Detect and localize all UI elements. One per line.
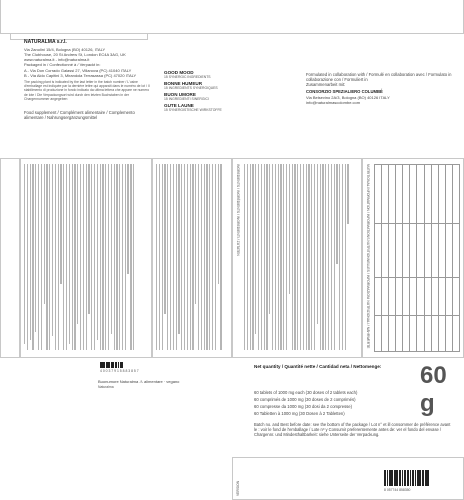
collab-web: info@naturalmascolombe.com <box>306 100 361 105</box>
code-sub: Naturalma <box>98 385 114 389</box>
back-panel-text <box>24 164 136 352</box>
net-quantity-panel <box>254 362 462 457</box>
left-side-panel <box>0 158 20 358</box>
packaged-label: Packaged in / Confectionné à / Verpackt in: <box>24 62 101 67</box>
good-mood-de: GUTE LAUNE <box>164 103 194 108</box>
best-before-note: Batch no. and Best before date: see the bottom of the package / Lot n° et ill consommer de préférence avant le : voir le fond de l'emballage / Lote nº y Consumir preferentemente antes de: ver el fondo del envase / Chargennr. und Mindesthaltbarkeit: siehe Unterseite der Verpackung. <box>254 422 451 438</box>
ean-barcode <box>384 470 430 486</box>
nutrition-table <box>374 164 460 352</box>
site-b: B - Via Aldo Capitini 3, Mirandola Terrasassa (PC) 47020 ITALY <box>24 73 137 78</box>
code-label: Buonumore Naturalma ⚠ alimentare · vegano <box>98 379 180 384</box>
collab-line-1: Formulated in collaboration with / Formulé en collaboration avec / Formulato in collaborazione con / Formuliert in <box>306 72 452 82</box>
good-mood-sub: 15 SYNERGIC INGREDIENTS <box>164 75 211 79</box>
company-name: NATURALMA s.r.l. <box>24 39 67 45</box>
collab-address: Via Belsevino 2A/3, Bologna (BO) 40126 ITALY <box>306 95 390 100</box>
barcode-number: 4 0 0 3 7 9 1 5 8 8 3 8 5 7 <box>100 369 139 373</box>
company-address-2: The Clubhouse, 20 St Andrew St, London EC4A 3AG, UK <box>24 52 126 57</box>
ingredients-text <box>244 164 350 352</box>
good-mood-it: BUON UMORE <box>164 92 196 97</box>
small-barcode <box>100 362 124 368</box>
good-mood-sub-fr: 15 INGREDIENTS SYNERGIQUES <box>164 86 218 90</box>
nutrition-header: NUTRITIONAL INFORMATION / INFORMATIONS NUTRITIONNELLES / INFORMAZIONI NUTRIZIONALI / NÄHRWERTE <box>366 164 370 349</box>
ean-number: 8 057744 858350 <box>384 488 411 492</box>
ingredients-header: INGREDIENTS / INGRÉDIENTS / INGREDIENTI / ZUTATEN <box>236 164 240 256</box>
good-mood-sub-de: 15 SYNERGISTISCHE WIRKSTOFFE <box>164 108 222 112</box>
collab-panel <box>306 72 456 132</box>
side-panel-text <box>156 164 223 352</box>
tablets-de: 60 Tabletten à 1000 mg (30 Dosen à 2 Tabletten) <box>254 411 345 416</box>
tablets-it: 60 compresse da 1000 mg (30 dosi da 2 compresse) <box>254 404 352 409</box>
supplement-note: Food supplement / Complément alimentaire / Complemento alimentare / Nahrungsergänzungsmittel <box>24 110 135 120</box>
good-mood-fr: BONNE HUMEUR <box>164 81 203 86</box>
good-mood-title: GOOD MOOD <box>164 70 194 75</box>
version-label: VERSION <box>236 480 240 496</box>
tablets-en: 60 tablets of 1000 mg each (30 doses of 2 tablets each) <box>254 390 358 395</box>
good-mood-sub-it: 15 INGREDIENTI SINERGICI <box>164 97 209 101</box>
good-mood-panel <box>164 70 254 130</box>
net-weight: 60 g <box>420 362 447 417</box>
company-web: www.naturalma.it - info@naturalma.it <box>24 57 90 62</box>
top-flap <box>0 0 464 34</box>
tablets-fr: 60 comprimés de 1000 mg (30 doses de 2 comprimés) <box>254 397 356 402</box>
lot-note: The packing plant is indicated by the last letter in the batch number / L'usine d'emballage est indiquée par la dernière lettre qui apparaît dans le numéro de lot / Il stabilimento di produzione in fondo indicato da ultima lettera che appare ne numero de lote / Die Verpackungsort wird durch den letzten Buchstaben in der Chargennummer angegeben <box>24 80 150 101</box>
net-quantity-label: Net quantity / Quantité nette / Cantidad neta / Nettomenge: <box>254 364 382 369</box>
company-panel <box>24 40 152 158</box>
collab-line-2: Zusammenarbeit mit: <box>306 82 346 87</box>
site-a: A - Via Don Corrado Galassi 27, Villanova (PC) 41040 ITALY <box>24 68 132 73</box>
collab-name: CONSORZIO SPEZIALIERO COLUMBÉ <box>306 89 383 94</box>
company-address-1: Via Zanolini 15/4, Bologna (BO) 40126, ITALY <box>24 47 106 52</box>
